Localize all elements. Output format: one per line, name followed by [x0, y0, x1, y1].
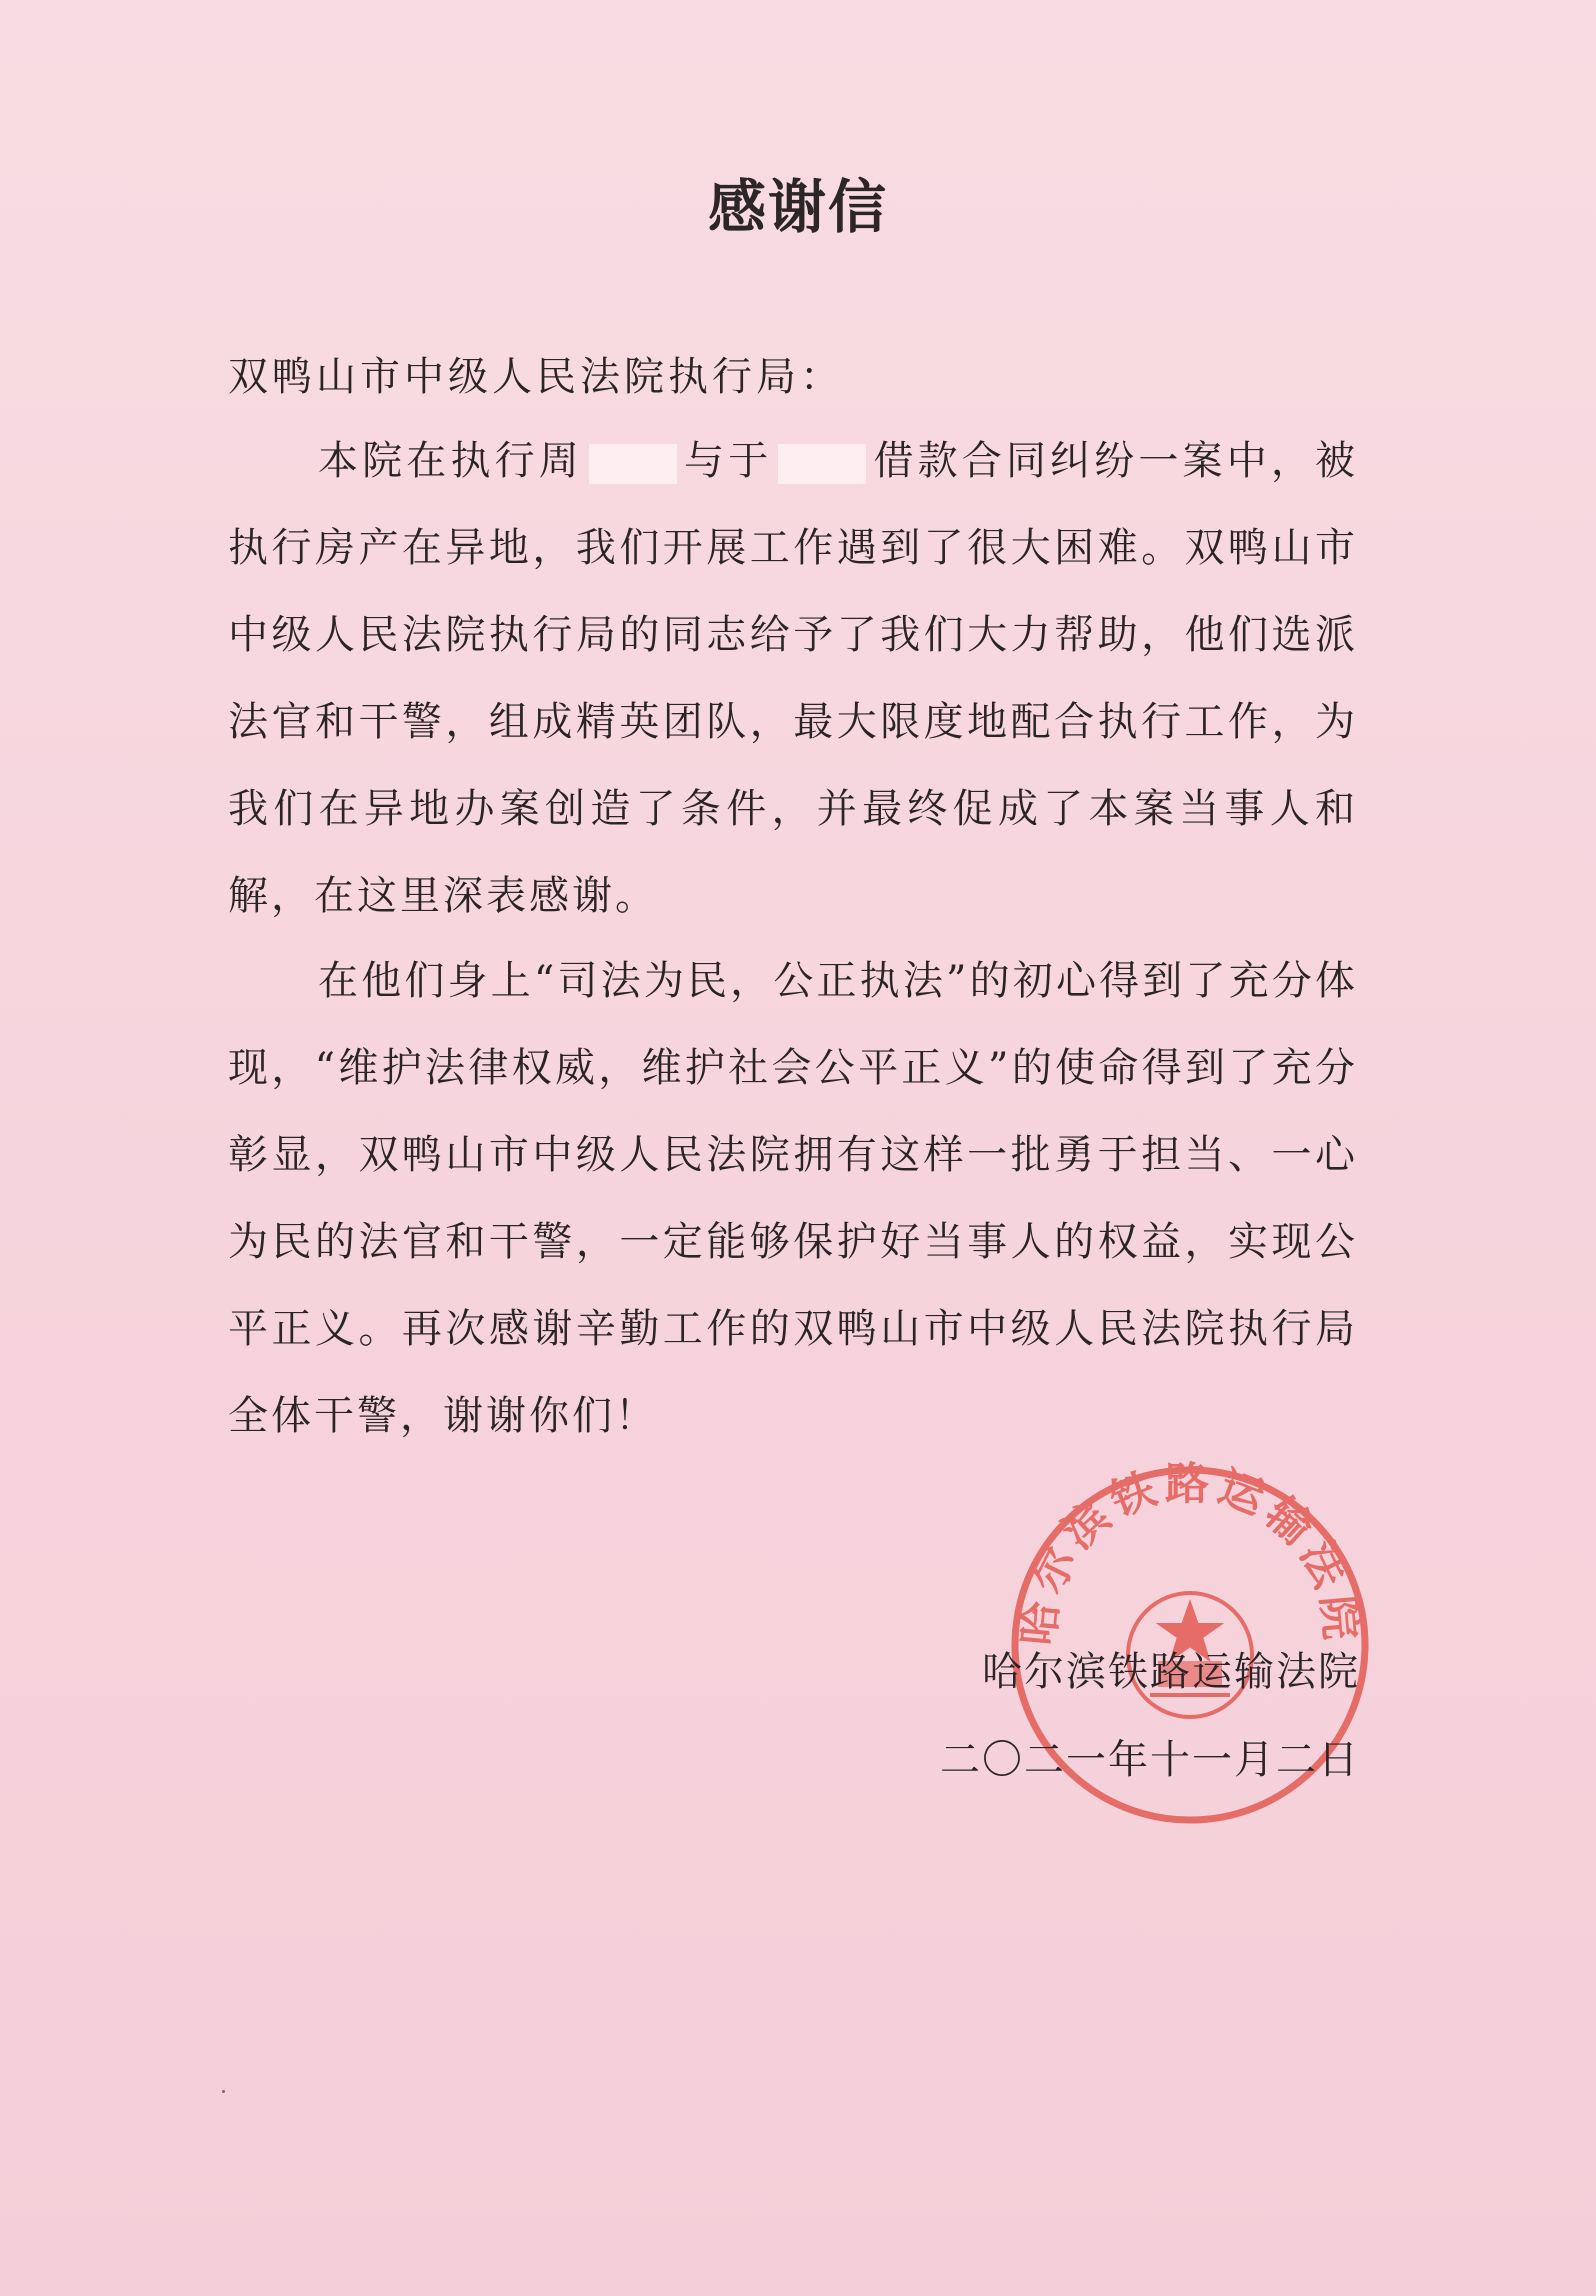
paragraph-1	[228, 418, 1358, 940]
paragraph-1-part-a: 本院在执行周	[318, 438, 583, 484]
scan-speck	[222, 2090, 225, 2093]
signature-date: 二〇二一年十一月二日	[940, 1737, 1360, 1783]
seal-text: 哈尔滨铁路运输法院	[1013, 1458, 1367, 1648]
redacted-name-1	[589, 444, 677, 484]
salutation: 双鸭山市中级人民法院执行局：	[228, 354, 844, 400]
signature-org: 哈尔滨铁路运输法院	[982, 1649, 1360, 1695]
paragraph-2: 在他们身上“司法为民，公正执法”的初心得到了充分体现，“维护法律权威，维护社会公平正义”的使命得到了充分彰显，双鸭山市中级人民法院拥有这样一批勇于担当、一心为民的法官和干警，一定能够保护好当事人的权益，实现公平正义。再次感谢辛勤工作的双鸭山市中级人民法院执行局全体干警，谢谢你们！	[228, 958, 1358, 1439]
letter-title: 感谢信	[707, 173, 888, 241]
paragraph-1-part-c: 借款合同纠纷一案中，被执行房产在异地，我们开展工作遇到了很大困难。双鸭山市中级人民法院执行局的同志给予了我们大力帮助，他们选派法官和干警，组成精英团队，最大限度地配合执行工作，为我们在异地办案创造了条件，并最终促成了本案当事人和解，在这里深表感谢。	[228, 438, 1359, 919]
redacted-name-2	[778, 444, 866, 484]
paragraph-1-part-b: 与于	[682, 438, 773, 484]
